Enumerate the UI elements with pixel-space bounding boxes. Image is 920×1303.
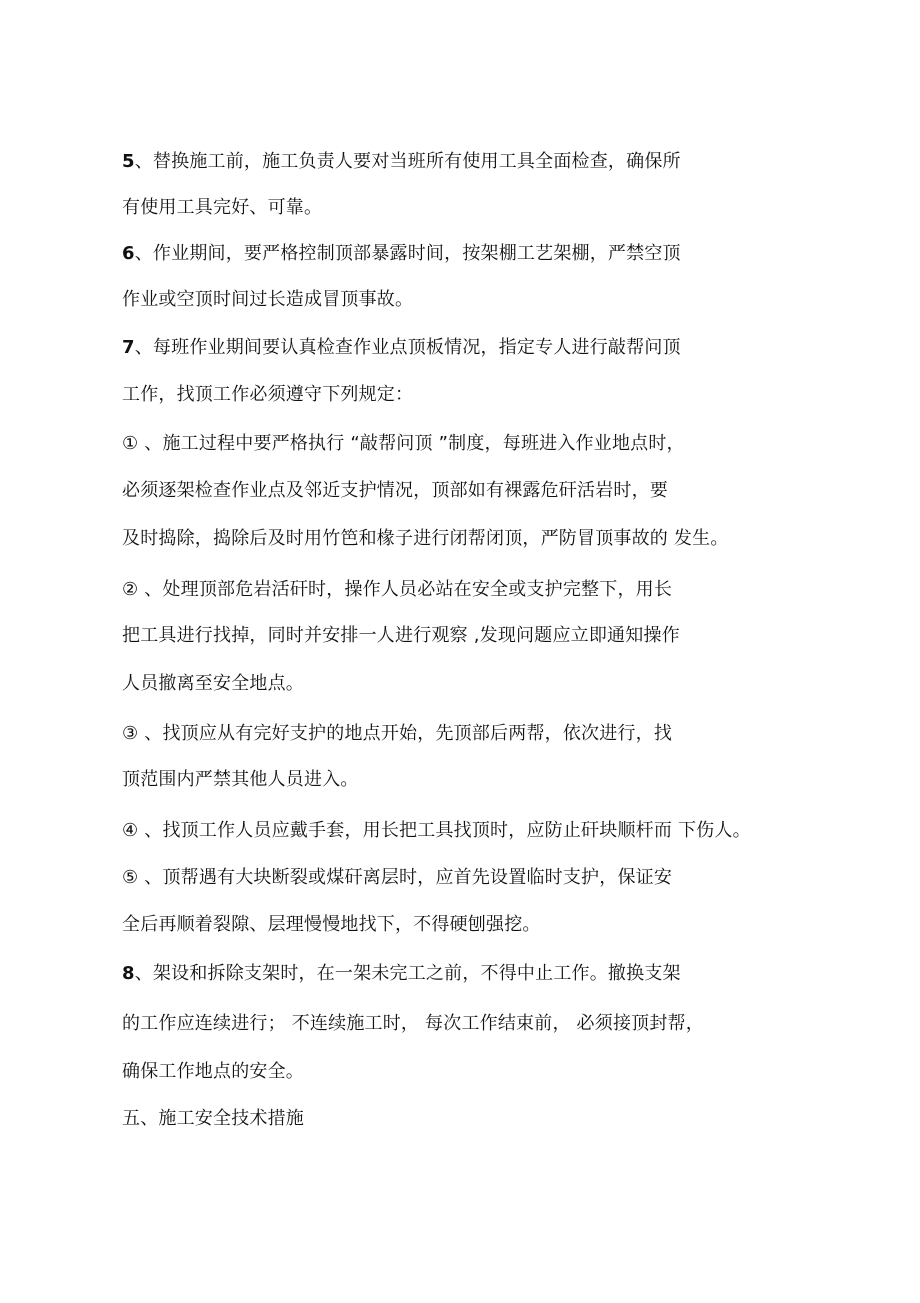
line-text: 作业或空顶时间过长造成冒顶事故。 [122, 289, 414, 310]
paragraph-line [122, 289, 413, 311]
line-text: 有使用工具完好、可靠。 [122, 197, 323, 218]
line-text: 五、施工安全技术措施 [122, 1108, 304, 1129]
paragraph-line [122, 337, 681, 359]
paragraph-line [122, 1013, 704, 1035]
line-text: ④ 、找顶工作人员应戴手套，用长把工具找顶时，应防止矸块顺杆而 下伤人。 [122, 820, 751, 841]
paragraph-line [122, 384, 413, 406]
line-text: ⑤ 、顶帮遇有大块断裂或煤矸离层时，应首先设置临时支护，保证安 [122, 867, 673, 888]
paragraph-line [122, 625, 680, 647]
line-text: 、每班作业期间要认真检查作业点顶板情况，指定专人进行敲帮问顶 [134, 337, 681, 358]
paragraph-line [122, 197, 322, 219]
line-text: 、替换施工前，施工负责人要对当班所有使用工具全面检查，确保所 [134, 151, 681, 172]
line-text: 必须逐架检查作业点及邻近支护情况，顶部如有裸露危矸活岩时，要 [122, 480, 668, 501]
paragraph-line [122, 673, 304, 695]
line-text: ③ 、找顶应从有完好支护的地点开始，先顶部后两帮，依次进行，找 [122, 723, 673, 744]
paragraph-line [122, 820, 751, 842]
paragraph-line [122, 579, 672, 601]
paragraph-line [122, 1061, 304, 1083]
line-text: 顶范围内严禁其他人员进入。 [122, 769, 359, 790]
line-text: 人员撤离至安全地点。 [122, 673, 304, 694]
paragraph-line [122, 769, 359, 791]
paragraph-line [122, 963, 681, 985]
line-text: ① 、施工过程中要严格执行 “敲帮问顶 ”制度，每班进入作业地点时， [122, 433, 685, 454]
line-text: 把工具进行找掉，同时并安排一人进行观察 ,发现问题应立即通知操作 [122, 625, 680, 646]
line-text: 工作，找顶工作必须遵守下列规定： [122, 384, 414, 405]
line-text: 、架设和拆除支架时，在一架未完工之前，不得中止工作。撤换支架 [134, 963, 681, 984]
line-text: 及时捣除，捣除后及时用竹笆和椽子进行闭帮闭顶，严防冒顶事故的 发生。 [122, 528, 729, 549]
paragraph-line [122, 151, 681, 173]
line-text: ② 、处理顶部危岩活矸时，操作人员必站在安全或支护完整下，用长 [122, 579, 673, 600]
paragraph-line [122, 914, 541, 936]
paragraph-line [122, 723, 672, 745]
section-heading [122, 1108, 304, 1130]
item-number: 7 [122, 337, 135, 358]
item-number: 5 [122, 151, 135, 172]
line-text: 全后再顺着裂隙、层理慢慢地找下，不得硬刨强挖。 [122, 914, 541, 935]
item-number: 8 [122, 963, 135, 984]
paragraph-line [122, 480, 668, 502]
paragraph-line [122, 243, 681, 265]
paragraph-line [122, 867, 672, 889]
paragraph-line [122, 433, 685, 455]
item-number: 6 [122, 243, 135, 264]
line-text: 确保工作地点的安全。 [122, 1061, 304, 1082]
paragraph-line [122, 528, 729, 550]
line-text: 、作业期间，要严格控制顶部暴露时间，按架棚工艺架棚，严禁空顶 [134, 243, 681, 264]
line-text: 的工作应连续进行； 不连续施工时， 每次工作结束前， 必须接顶封帮， [122, 1013, 704, 1034]
